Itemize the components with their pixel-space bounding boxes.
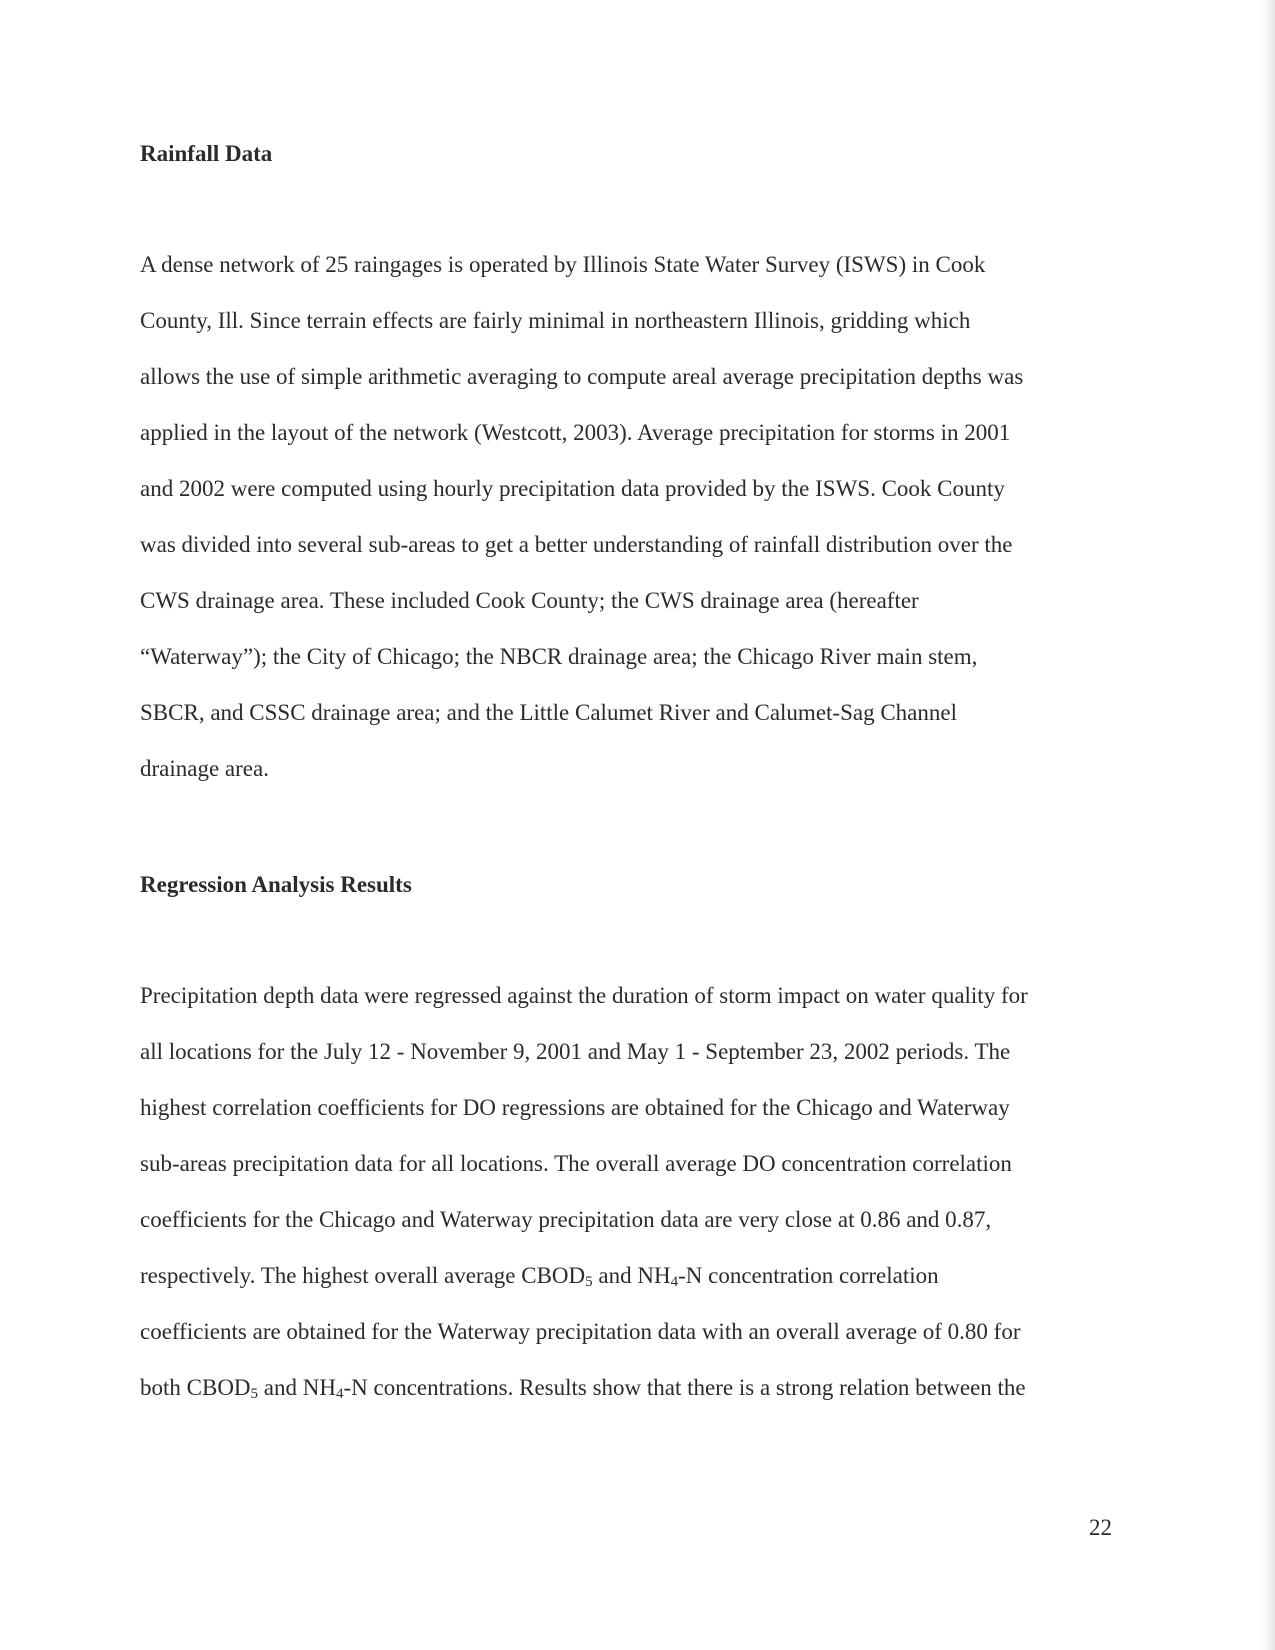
- text-line: sub-areas precipitation data for all locations. The overall average DO concentration correlation: [140, 1151, 1012, 1176]
- subscript: 5: [250, 1386, 259, 1402]
- text-run: -N concentrations. Results show that there is a strong relation between the: [343, 1375, 1026, 1400]
- text-line: allows the use of simple arithmetic averaging to compute areal average precipitation depths was: [140, 364, 1024, 389]
- text-line: and 2002 were computed using hourly precipitation data provided by the ISWS. Cook County: [140, 476, 1005, 501]
- section-heading-regression-analysis-results: Regression Analysis Results: [140, 872, 412, 897]
- text-run: and NH: [258, 1375, 336, 1400]
- text-line: was divided into several sub-areas to get a better understanding of rainfall distribution over the: [140, 532, 1013, 557]
- section-heading-rainfall-data: Rainfall Data: [140, 141, 273, 166]
- text-run: and NH: [592, 1263, 671, 1288]
- page-number: 22: [1089, 1515, 1112, 1540]
- subscript: 5: [585, 1274, 593, 1290]
- text-line: CWS drainage area. These included Cook County; the CWS drainage area (hereafter: [140, 588, 919, 613]
- text-line: coefficients are obtained for the Waterway precipitation data with an overall average of 0.80 for: [140, 1319, 1021, 1344]
- text-line: drainage area.: [140, 756, 269, 781]
- subscript: 4: [335, 1386, 344, 1402]
- text-line: [140, 1261, 939, 1291]
- text-run: respectively. The highest overall average CBOD: [140, 1263, 586, 1288]
- text-line: SBCR, and CSSC drainage area; and the Little Calumet River and Calumet-Sag Channel: [140, 700, 957, 725]
- text-line: County, Ill. Since terrain effects are fairly minimal in northeastern Illinois, gridding which: [140, 308, 971, 333]
- text-line: [140, 1373, 1026, 1403]
- text-line: applied in the layout of the network (Westcott, 2003). Average precipitation for storms in 2001: [140, 420, 1011, 445]
- text-run: both CBOD: [140, 1375, 251, 1400]
- text-line: Precipitation depth data were regressed against the duration of storm impact on water quality for: [140, 983, 1028, 1008]
- text-line: all locations for the July 12 - November 9, 2001 and May 1 - September 23, 2002 periods. The: [140, 1039, 1011, 1064]
- text-line: coefficients for the Chicago and Waterway precipitation data are very close at 0.86 and 0.87,: [140, 1207, 992, 1232]
- text-line: A dense network of 25 raingages is operated by Illinois State Water Survey (ISWS) in Cook: [140, 252, 986, 277]
- subscript: 4: [670, 1274, 679, 1290]
- text-line: “Waterway”); the City of Chicago; the NBCR drainage area; the Chicago River main stem,: [140, 644, 978, 669]
- page-edge-shadow: [1261, 0, 1275, 1650]
- text-run: -N concentration correlation: [678, 1263, 939, 1288]
- text-line: highest correlation coefficients for DO regressions are obtained for the Chicago and Waterway: [140, 1095, 1010, 1120]
